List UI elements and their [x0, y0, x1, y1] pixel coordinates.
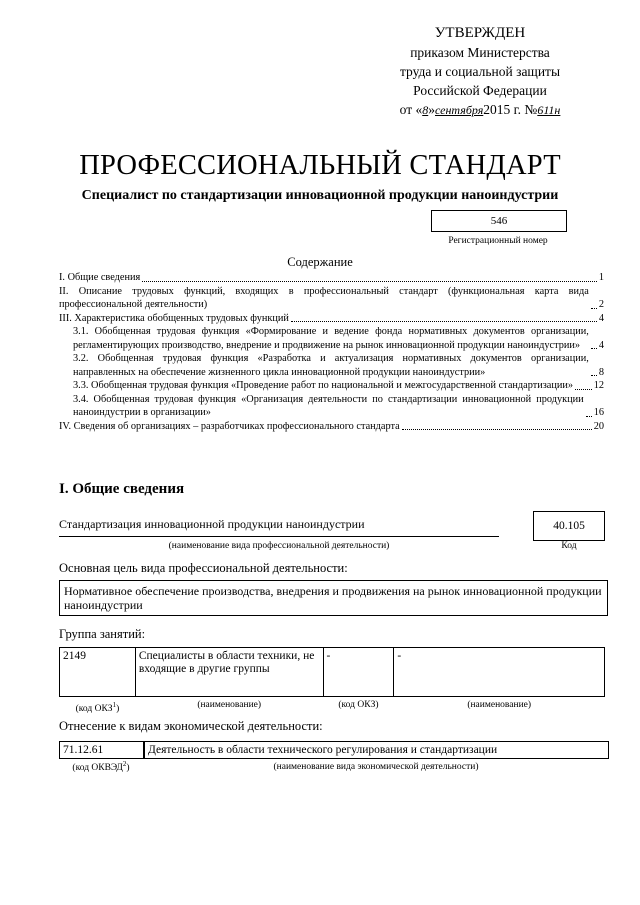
- toc-item[interactable]: [59, 312, 604, 326]
- goal-text: Нормативное обеспечение производства, внедрения и продвижения на рынок инновационной продукции наноиндустрии: [59, 580, 608, 616]
- date-mid: »: [428, 102, 435, 117]
- footnote-mark: 2: [122, 760, 127, 768]
- footnote-mark: 1: [112, 701, 117, 709]
- toc-item[interactable]: [59, 325, 604, 352]
- date-year: 2015 г. №: [483, 102, 538, 117]
- activity-caption: (наименование вида профессиональной деятельности): [168, 541, 390, 551]
- toc-item-text: II. Описание трудовых функций, входящих в профессиональный стандарт (функциональная карта вида профессиональной деятельности): [59, 285, 589, 310]
- table-caption-row: [60, 697, 605, 719]
- approval-line: Российской Федерации: [413, 83, 547, 98]
- toc-leader: [291, 321, 597, 322]
- caption-text: ): [116, 704, 120, 715]
- toc-item-page: 4: [598, 339, 604, 351]
- toc-item-page: 12: [593, 380, 604, 391]
- toc-item-text: 3.1. Обобщенная трудовая функция «Формирование и ведение фонда нормативных документов организации, регламентирующих производство, внедрение и продвижение на рынок инновационной продукции наноиндустрии»: [73, 326, 589, 351]
- toc-item[interactable]: [59, 285, 604, 312]
- okved-code-caption: [59, 760, 143, 773]
- activity-name: Стандартизация инновационной продукции наноиндустрии: [59, 517, 365, 531]
- occupation-name-cell: -: [394, 648, 605, 697]
- registration-label: Регистрационный номер: [448, 236, 548, 246]
- toc-item-page: 16: [593, 407, 604, 418]
- activity-code: 40.105: [533, 511, 605, 541]
- code-caption: Код: [561, 541, 577, 551]
- registration-number: 546: [431, 210, 567, 232]
- toc-title: Содержание: [287, 255, 353, 269]
- okz-caption: (код ОКЗ): [338, 700, 379, 710]
- document-subtitle: Специалист по стандартизации инновационной продукции наноиндустрии: [81, 188, 559, 203]
- econ-activity-label: Отнесение к видам экономической деятельности:: [59, 719, 323, 733]
- caption-text: ): [126, 763, 130, 774]
- toc-leader: [575, 389, 592, 390]
- toc-item-text: 3.3. Обобщенная трудовая функция «Проведение работ по национальной и межгосударственной стандартизации»: [73, 380, 574, 391]
- toc-leader: [591, 348, 597, 349]
- toc-leader: [402, 429, 592, 430]
- toc-leader: [591, 308, 597, 309]
- okz-caption: [60, 697, 136, 719]
- toc-item-page: 2: [598, 299, 604, 310]
- okz-code-cell: -: [323, 648, 394, 697]
- okz-code-cell: 2149: [60, 648, 136, 697]
- order-number: 611н: [537, 103, 561, 117]
- section-title: I. Общие сведения: [59, 481, 185, 497]
- date-day: 8: [422, 103, 429, 117]
- toc-item[interactable]: [59, 393, 604, 420]
- okved-name: Деятельность в области технического регулирования и стандартизации: [144, 741, 609, 759]
- date-month: сентября: [434, 103, 484, 117]
- toc-item-text: 3.4. Обобщенная трудовая функция «Организация деятельности по стандартизации инновационной продукции наноиндустрии в организации»: [73, 393, 584, 418]
- name-caption: (наименование): [467, 700, 532, 710]
- toc-item-page: 4: [598, 312, 604, 324]
- table-row: [60, 648, 605, 697]
- activity-underline: [59, 536, 499, 537]
- approval-heading: УТВЕРЖДЕН: [434, 25, 526, 41]
- toc-item-page: 8: [598, 366, 604, 378]
- occupation-name-cell: Специалисты в области техники, не входящие в другие группы: [135, 648, 323, 697]
- toc-item[interactable]: [59, 420, 604, 434]
- date-prefix: от «: [399, 102, 423, 117]
- toc-item-page: 20: [593, 420, 604, 432]
- approval-line: труда и социальной защиты: [399, 64, 561, 79]
- caption-text: (код ОКВЭД: [72, 763, 123, 774]
- occupation-groups-table: [59, 647, 605, 718]
- approval-line: приказом Министерства: [410, 45, 550, 60]
- toc-item-text: I. Общие сведения: [59, 272, 141, 283]
- toc-leader: [586, 416, 592, 417]
- okved-code: 71.12.61: [59, 741, 144, 759]
- okved-name-caption: (наименование вида экономической деятельности): [273, 762, 479, 772]
- caption-text: (код ОКЗ: [75, 704, 113, 715]
- document-title: ПРОФЕССИОНАЛЬНЫЙ СТАНДАРТ: [79, 150, 561, 181]
- goal-label: Основная цель вида профессиональной деятельности:: [59, 561, 348, 575]
- toc-item[interactable]: [59, 352, 604, 379]
- toc-item[interactable]: [59, 379, 604, 393]
- toc-leader: [591, 375, 597, 376]
- toc-item-text: III. Характеристика обобщенных трудовых функций: [59, 312, 289, 324]
- toc-item-text: IV. Сведения об организациях – разработчиках профессионального стандарта: [59, 420, 400, 432]
- toc-item[interactable]: [59, 271, 604, 285]
- approval-block: [360, 24, 600, 120]
- table-of-contents: [59, 271, 604, 433]
- toc-leader: [142, 281, 597, 282]
- toc-item-text: 3.2. Обобщенная трудовая функция «Разработка и актуализация нормативных документов организации, направленных на обеспечение жизненного цикла инновационной продукции наноиндустрии»: [73, 353, 589, 378]
- groups-label: Группа занятий:: [59, 627, 146, 641]
- toc-item-page: 1: [598, 272, 604, 283]
- approval-date: [360, 100, 600, 120]
- name-caption: (наименование): [197, 700, 262, 710]
